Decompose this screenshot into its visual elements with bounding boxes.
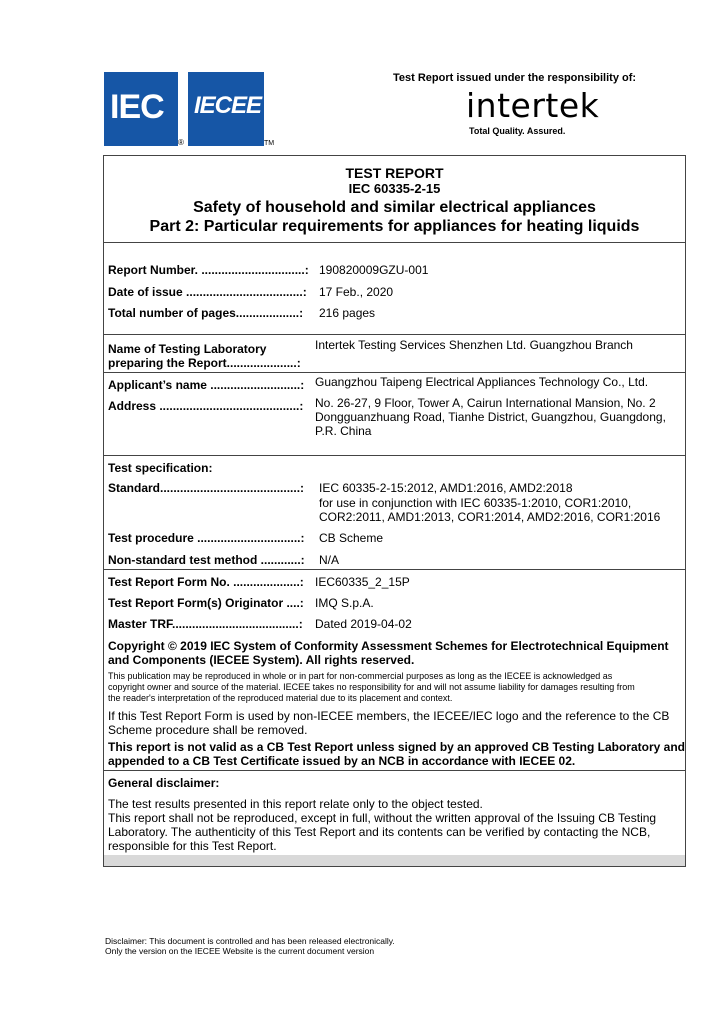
report-number-value: 190820009GZU-001 <box>319 263 429 277</box>
standard-line-2: for use in conjunction with IEC 60335-1:2010, COR1:2010, <box>319 496 632 510</box>
intertek-logo: intertek <box>466 86 600 125</box>
disclaimer-line-3: Laboratory. The authenticity of this Test Report and its contents can be verified by contacting the NCB, <box>108 825 651 839</box>
lab-label-line1: Name of Testing Laboratory <box>108 342 267 356</box>
validity-line-2: appended to a CB Test Certificate issued by an NCB in accordance with IECEE 02. <box>108 754 576 768</box>
trademark-mark: TM <box>264 140 275 147</box>
divider <box>103 455 686 456</box>
total-pages-label: Total number of pages...................: <box>108 306 304 320</box>
footer-line-2: Only the version on the IECEE Website is the current document version <box>105 946 375 956</box>
divider <box>103 242 686 243</box>
copyright-small-3: the reader's interpretation of the reproduced material due to its placement and context. <box>108 693 453 703</box>
copyright-line-2: and Components (IECEE System). All rights reserved. <box>108 653 415 667</box>
intertek-tagline: Total Quality. Assured. <box>469 126 566 136</box>
disclaimer-line-4: responsible for this Test Report. <box>108 839 277 853</box>
registered-mark: ® <box>178 138 184 147</box>
test-procedure-label: Test procedure ...............................: <box>108 531 305 545</box>
responsibility-text: Test Report issued under the responsibility of: <box>393 72 637 84</box>
report-title: TEST REPORT <box>345 165 444 181</box>
applicant-name-value: Guangzhou Taipeng Electrical Appliances Technology Co., Ltd. <box>315 375 649 389</box>
divider <box>103 770 686 771</box>
standard-line-3: COR2:2011, AMD1:2013, COR1:2014, AMD2:2016, COR1:2016 <box>319 510 661 524</box>
master-trf-value: Dated 2019-04-02 <box>315 617 412 631</box>
trf-number-label: Test Report Form No. ....................: <box>108 575 304 589</box>
trf-originator-value: IMQ S.p.A. <box>315 596 374 610</box>
disclaimer-line-1: The test results presented in this report relate only to the object tested. <box>108 797 483 811</box>
non-standard-method-label: Non-standard test method ............: <box>108 553 305 567</box>
total-pages-value: 216 pages <box>319 306 376 320</box>
disclaimer-line-2: This report shall not be reproduced, except in full, without the written approval of the Issuing CB Testing <box>108 811 657 825</box>
standard-line-1: IEC 60335-2-15:2012, AMD1:2016, AMD2:2018 <box>319 481 573 495</box>
copyright-small-1: This publication may be reproduced in whole or in part for non-commercial purposes as long as the IECEE is acknowledged as <box>108 671 613 681</box>
trf-originator-label: Test Report Form(s) Originator ....: <box>108 596 304 610</box>
divider <box>103 372 686 373</box>
iecee-logo-text: IECEE <box>194 92 262 119</box>
validity-line-1: This report is not valid as a CB Test Report unless signed by an approved CB Testing Laboratory and <box>108 740 685 754</box>
address-line-2: Dongguanzhuang Road, Tianhe District, Guangzhou, Guangdong, <box>315 410 666 424</box>
divider <box>103 334 686 335</box>
disclaimer-heading: General disclaimer: <box>108 776 220 790</box>
iec-logo <box>104 72 178 146</box>
iecee-logo <box>188 72 264 146</box>
report-standard: IEC 60335-2-15 <box>348 181 441 196</box>
report-subtitle-1: Safety of household and similar electrical appliances <box>193 199 596 216</box>
footer-line-1: Disclaimer: This document is controlled and has been released electronically. <box>105 936 395 946</box>
date-of-issue-value: 17 Feb., 2020 <box>319 285 394 299</box>
address-line-3: P.R. China <box>315 424 372 438</box>
non-standard-method-value: N/A <box>319 553 340 567</box>
report-subtitle-2: Part 2: Particular requirements for appliances for heating liquids <box>149 218 640 235</box>
copyright-line-1: Copyright © 2019 IEC System of Conformity Assessment Schemes for Electrotechnical Equipment <box>108 639 669 653</box>
date-of-issue-label: Date of issue ...................................: <box>108 285 307 299</box>
report-number-label: Report Number. ...............................: <box>108 263 309 277</box>
iec-logo-text: IEC <box>110 88 164 126</box>
test-procedure-value: CB Scheme <box>319 531 384 545</box>
lab-label-line2: preparing the Report.....................: <box>108 356 301 370</box>
address-line-1: No. 26-27, 9 Floor, Tower A, Cairun International Mansion, No. 2 <box>315 396 656 410</box>
address-label: Address ..........................................: <box>108 399 304 413</box>
applicant-name-label: Applicant’s name ...........................: <box>108 378 305 392</box>
master-trf-label: Master TRF......................................: <box>108 617 303 631</box>
bottom-band <box>104 855 685 866</box>
lab-value: Intertek Testing Services Shenzhen Ltd. Guangzhou Branch <box>315 338 633 352</box>
copyright-small-2: copyright owner and source of the material. IECEE takes no responsibility for and will not assume liability for damages resulting from <box>108 682 635 692</box>
non-member-line-2: Scheme procedure shall be removed. <box>108 723 308 737</box>
test-spec-heading: Test specification: <box>108 461 213 475</box>
trf-number-value: IEC60335_2_15P <box>315 575 410 589</box>
standard-label: Standard..........................................: <box>108 481 305 495</box>
non-member-line-1: If this Test Report Form is used by non-IECEE members, the IECEE/IEC logo and the reference to the CB <box>108 709 670 723</box>
divider <box>103 569 686 570</box>
